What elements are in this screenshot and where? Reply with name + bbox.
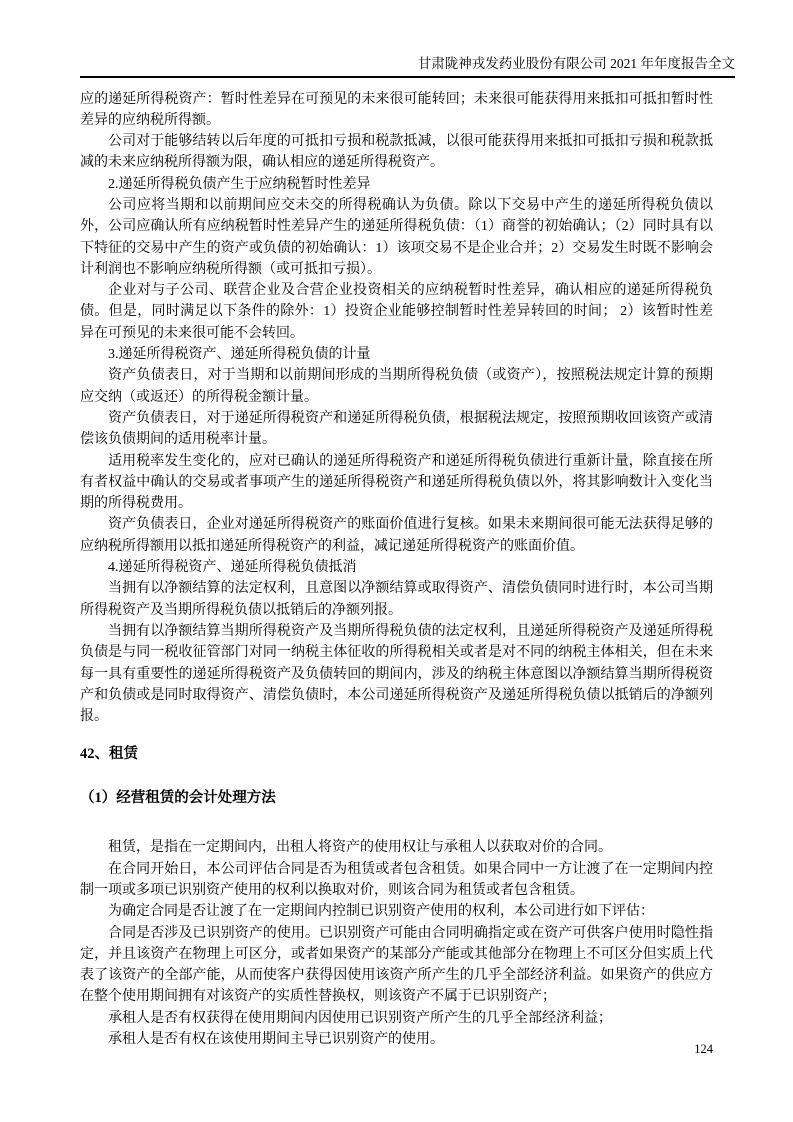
header-divider xyxy=(80,76,735,78)
paragraph-investment-difference: 企业对与子公司、联营企业及合营企业投资相关的应纳税暂时性差异，确认相应的递延所得税负债。但是，同时满足以下条件的除外：1）投资企业能够控制暂时性差异转回的时间； 2）该暂时性差异在可预见的未来很可能不会转回。 xyxy=(80,283,713,341)
paragraph-income-tax-continuation: 应的递延所得税资产：暂时性差异在可预见的未来很可能转回；未来很可能获得用来抵扣可抵扣暂时性差异的应纳税所得额。 xyxy=(80,91,713,128)
page-number: 124 xyxy=(694,1042,713,1056)
paragraph-lease-definition: 租赁，是指在一定期间内，出租人将资产的使用权让与承租人以获取对价的合同。 xyxy=(108,840,612,856)
paragraph-direct-use: 承租人是否有权在该使用期间主导已识别资产的使用。 xyxy=(108,1032,444,1048)
sub-heading-operating-lease: （1）经营租赁的会计处理方法 xyxy=(80,790,276,807)
paragraph-deferred-measurement: 资产负债表日，对于递延所得税资产和递延所得税负债，根据税法规定，按照预期收回该资产或清偿该负债期间的适用税率计量。 xyxy=(80,410,713,448)
paragraph-deferred-offset: 当拥有以净额结算当期所得税资产及当期所得税负债的法定权利，且递延所得税资产及递延所得税负债是与同一税收征管部门对同一纳税主体征收的所得税相关或者是对不同的纳税主体相关，但在未来每一具有重要性的递延所得税资产及负债转回的期间内，涉及的纳税主体意图以净额结算当期所得税资产和负债或是同时取得资产、清偿负债时，本公司递延所得税资产及递延所得税负债以抵销后的净额列报。 xyxy=(80,623,713,725)
paragraph-rate-change: 适用税率发生变化的，应对已确认的递延所得税资产和递延所得税负债进行重新计量，除直接在所有者权益中确认的交易或者事项产生的递延所得税资产和递延所得税负债以外，将其影响数计入变化当期的所得税费用。 xyxy=(80,453,713,512)
paragraph-lease-evaluation-intro: 为确定合同是否让渡了在一定期间内控制已识别资产使用的权利，本公司进行如下评估： xyxy=(108,904,654,920)
paragraph-loss-carryforward: 公司对于能够结转以后年度的可抵扣亏损和税款抵减，以很可能获得用来抵扣可抵扣亏损和税款抵减的未来应纳税所得额为限，确认相应的递延所得税资产。 xyxy=(80,134,713,171)
section-heading-lease: 42、租赁 xyxy=(80,746,138,763)
paragraph-current-offset: 当拥有以净额结算的法定权利，且意图以净额结算或取得资产、清偿负债同时进行时，本公司当期所得税资产及当期所得税负债以抵销后的净额列报。 xyxy=(80,581,713,618)
item-title-measurement: 3.递延所得税资产、递延所得税负债的计量 xyxy=(108,347,371,363)
item-title-offset: 4.递延所得税资产、递延所得税负债抵消 xyxy=(108,560,357,576)
paragraph-economic-benefit: 承租人是否有权获得在使用期间内因使用已识别资产所产生的几乎全部经济利益； xyxy=(108,1010,612,1026)
paragraph-carrying-value-review: 资产负债表日，企业对递延所得税资产的账面价值进行复核。如果未来期间很可能无法获得足够的应纳税所得额用以抵扣递延所得税资产的利益，减记递延所得税资产的账面价值。 xyxy=(80,517,713,554)
item-title-deferred-tax-liability: 2.递延所得税负债产生于应纳税暂时性差异 xyxy=(108,176,371,192)
page-content xyxy=(80,89,713,1051)
paragraph-current-measurement: 资产负债表日，对于当期和以前期间形成的当期所得税负债（或资产），按照税法规定计算的预期应交纳（或返还）的所得税金额计量。 xyxy=(80,368,713,405)
paragraph-lease-assessment: 在合同开始日，本公司评估合同是否为租赁或者包含租赁。如果合同中一方让渡了在一定期间内控制一项或多项已识别资产使用的权利以换取对价，则该合同为租赁或者包含租赁。 xyxy=(80,861,713,898)
paragraph-identified-asset: 合同是否涉及已识别资产的使用。已识别资产可能由合同明确指定或在资产可供客户使用时隐性指定，并且该资产在物理上可区分，或者如果资产的某部分产能或其他部分在物理上不可区分但实质上代表了该资产的全部产能，从而使客户获得因使用该资产所产生的几乎全部经济利益。如果资产的供应方在整个使用期间拥有对该资产的实质性替换权，则该资产不属于已识别资产； xyxy=(80,925,713,1005)
paragraph-liability-recognition: 公司应将当期和以前期间应交未交的所得税确认为负债。除以下交易中产生的递延所得税负债以外，公司应确认所有应纳税暂时性差异产生的递延所得税负债：（1）商誉的初始确认；（2）同时具有以下特征的交易中产生的资产或负债的初始确认：1）该项交易不是企业合并；2）交易发生时既不影响会计利润也不影响应纳税所得额（或可抵扣亏损）。 xyxy=(80,197,713,277)
report-header-title: 甘肃陇神戎发药业股份有限公司 2021 年年度报告全文 xyxy=(417,56,735,71)
